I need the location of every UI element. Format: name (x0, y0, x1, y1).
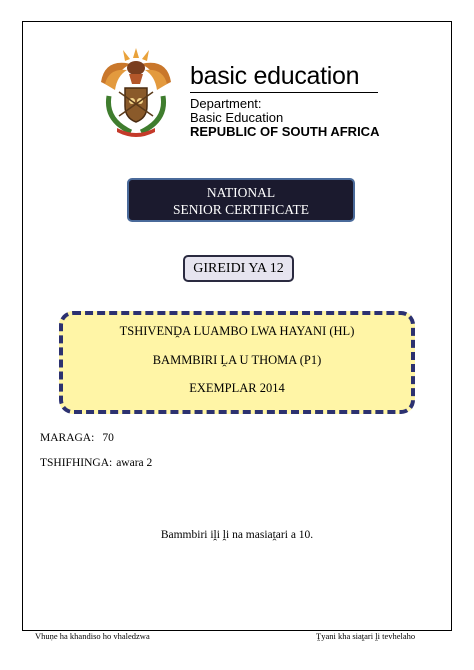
certificate-line-1: NATIONAL (206, 185, 276, 200)
certificate-banner (127, 178, 355, 222)
certificate-line-2: SENIOR CERTIFICATE (172, 202, 310, 217)
document-header (95, 44, 395, 144)
footer-turn-over: Ṱyani kha siaṱari ḽi tevhelaho (316, 631, 416, 641)
department-label: Department: (190, 96, 262, 112)
footer-copyright: Vhuṇe ha khandiso ho vhaledzwa (35, 631, 150, 641)
time-value: awara 2 (116, 457, 153, 469)
paper-info-box (59, 311, 415, 414)
department-name: Basic Education (190, 110, 284, 126)
exemplar-year: EXEMPLAR 2014 (189, 381, 285, 395)
brand-block (190, 62, 379, 139)
brand-divider (190, 92, 378, 93)
coat-of-arms-icon (95, 44, 177, 140)
country-name: REPUBLIC OF SOUTH AFRICA (190, 124, 380, 140)
time-label: TSHIFHINGA: (40, 457, 113, 469)
marks-label: MARAGA: (40, 432, 95, 444)
subject-title: TSHIVENḒA LUAMBO LWA HAYANI (HL) (119, 324, 355, 338)
grade-badge: GIREIDI YA 12 (183, 255, 294, 282)
page-count-note: Bammbiri iḽi ḽi na masiaṱari a 10. (160, 529, 314, 541)
marks-line (40, 432, 114, 444)
paper-title: BAMMBIRI ḼA U THOMA (P1) (152, 353, 322, 367)
time-line (40, 457, 152, 469)
marks-value: 70 (102, 432, 114, 444)
brand-title: basic education (190, 62, 360, 90)
